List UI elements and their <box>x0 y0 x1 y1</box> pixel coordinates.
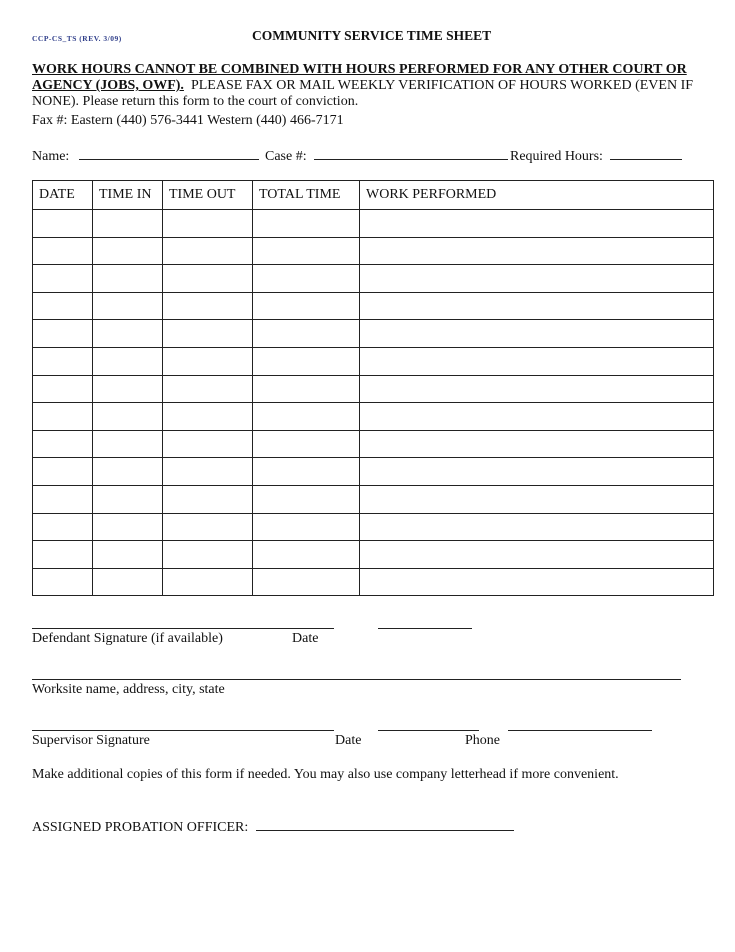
cell-total-time[interactable] <box>253 568 360 596</box>
cell-work-performed[interactable] <box>360 485 714 513</box>
form-id: CCP-CS_TS (REV. 3/09) <box>32 34 122 43</box>
cell-total-time[interactable] <box>253 320 360 348</box>
warning-text: WORK HOURS CANNOT BE COMBINED WITH HOURS PERFORMED FOR ANY OTHER COURT OR AGENCY (JOBS, OWF). <box>32 62 687 93</box>
col-header-time-in: TIME IN <box>93 181 163 210</box>
cell-date[interactable] <box>33 458 93 486</box>
defendant-signature-label: Defendant Signature (if available) <box>32 631 223 646</box>
cell-work-performed[interactable] <box>360 320 714 348</box>
table-row <box>33 265 714 293</box>
cell-work-performed[interactable] <box>360 210 714 238</box>
name-field <box>32 147 259 165</box>
cell-total-time[interactable] <box>253 237 360 265</box>
name-input[interactable] <box>79 147 259 160</box>
cell-work-performed[interactable] <box>360 347 714 375</box>
cell-work-performed[interactable] <box>360 375 714 403</box>
cell-total-time[interactable] <box>253 541 360 569</box>
table-row <box>33 320 714 348</box>
table-row <box>33 458 714 486</box>
cell-time-in[interactable] <box>93 568 163 596</box>
cell-date[interactable] <box>33 265 93 293</box>
cell-total-time[interactable] <box>253 210 360 238</box>
cell-time-out[interactable] <box>163 513 253 541</box>
cell-time-out[interactable] <box>163 265 253 293</box>
time-log-table <box>32 180 714 596</box>
cell-date[interactable] <box>33 237 93 265</box>
table-body <box>33 210 714 596</box>
cell-work-performed[interactable] <box>360 568 714 596</box>
table-row <box>33 485 714 513</box>
supervisor-date-line[interactable] <box>378 730 479 731</box>
supervisor-signature-label: Supervisor Signature <box>32 733 150 748</box>
cell-date[interactable] <box>33 292 93 320</box>
col-header-total-time: TOTAL TIME <box>253 181 360 210</box>
cell-time-in[interactable] <box>93 265 163 293</box>
cell-time-out[interactable] <box>163 292 253 320</box>
cell-total-time[interactable] <box>253 513 360 541</box>
table-row <box>33 568 714 596</box>
table-row <box>33 403 714 431</box>
cell-date[interactable] <box>33 210 93 238</box>
cell-time-out[interactable] <box>163 320 253 348</box>
cell-work-performed[interactable] <box>360 513 714 541</box>
cell-date[interactable] <box>33 430 93 458</box>
defendant-signature-line[interactable] <box>32 628 334 629</box>
cell-total-time[interactable] <box>253 458 360 486</box>
cell-time-out[interactable] <box>163 568 253 596</box>
cell-work-performed[interactable] <box>360 541 714 569</box>
cell-time-in[interactable] <box>93 485 163 513</box>
cell-total-time[interactable] <box>253 430 360 458</box>
cell-date[interactable] <box>33 403 93 431</box>
cell-time-in[interactable] <box>93 320 163 348</box>
cell-time-in[interactable] <box>93 292 163 320</box>
table-row <box>33 210 714 238</box>
fax-line: Fax #: Eastern (440) 576-3441 Western (440) 466-7171 <box>32 113 344 128</box>
table-row <box>33 347 714 375</box>
cell-time-in[interactable] <box>93 347 163 375</box>
cell-date[interactable] <box>33 375 93 403</box>
defendant-date-label: Date <box>292 631 319 646</box>
table-header-row <box>33 181 714 210</box>
supervisor-phone-label: Phone <box>465 733 500 748</box>
cell-time-out[interactable] <box>163 430 253 458</box>
cell-work-performed[interactable] <box>360 237 714 265</box>
cell-total-time[interactable] <box>253 265 360 293</box>
case-field <box>265 147 508 165</box>
page-title: COMMUNITY SERVICE TIME SHEET <box>252 28 492 43</box>
table-row <box>33 292 714 320</box>
instructions <box>32 62 722 110</box>
cell-date[interactable] <box>33 568 93 596</box>
cell-time-out[interactable] <box>163 403 253 431</box>
defendant-date-line[interactable] <box>378 628 472 629</box>
required-hours-input[interactable] <box>610 147 682 160</box>
name-label: Name: <box>32 149 70 164</box>
cell-work-performed[interactable] <box>360 403 714 431</box>
cell-date[interactable] <box>33 541 93 569</box>
cell-work-performed[interactable] <box>360 265 714 293</box>
cell-time-out[interactable] <box>163 541 253 569</box>
table-row <box>33 430 714 458</box>
cell-time-out[interactable] <box>163 485 253 513</box>
instructions-text: PLEASE FAX OR MAIL WEEKLY VERIFICATION OF HOURS WORKED (EVEN IF NONE). Please return this form to the court of conviction. <box>32 78 694 109</box>
col-header-time-out: TIME OUT <box>163 181 253 210</box>
case-label: Case #: <box>265 149 307 164</box>
cell-time-out[interactable] <box>163 347 253 375</box>
cell-date[interactable] <box>33 320 93 348</box>
cell-work-performed[interactable] <box>360 430 714 458</box>
table-row <box>33 237 714 265</box>
cell-total-time[interactable] <box>253 292 360 320</box>
cell-total-time[interactable] <box>253 375 360 403</box>
supervisor-phone-line[interactable] <box>508 730 652 731</box>
cell-time-in[interactable] <box>93 458 163 486</box>
cell-time-in[interactable] <box>93 430 163 458</box>
case-input[interactable] <box>314 147 508 160</box>
cell-time-in[interactable] <box>93 210 163 238</box>
cell-time-out[interactable] <box>163 375 253 403</box>
cell-total-time[interactable] <box>253 347 360 375</box>
cell-time-in[interactable] <box>93 513 163 541</box>
copies-note: Make additional copies of this form if needed. You may also use company letterhead if more convenient. <box>32 767 619 782</box>
worksite-label: Worksite name, address, city, state <box>32 682 225 697</box>
table-row <box>33 513 714 541</box>
cell-time-in[interactable] <box>93 375 163 403</box>
cell-work-performed[interactable] <box>360 292 714 320</box>
officer-field <box>32 818 514 836</box>
supervisor-signature-line[interactable] <box>32 730 334 731</box>
worksite-line[interactable] <box>32 679 681 680</box>
cell-time-out[interactable] <box>163 458 253 486</box>
officer-label: ASSIGNED PROBATION OFFICER: <box>32 820 249 835</box>
cell-date[interactable] <box>33 485 93 513</box>
cell-time-out[interactable] <box>163 210 253 238</box>
col-header-work-performed: WORK PERFORMED <box>360 181 714 210</box>
cell-date[interactable] <box>33 347 93 375</box>
cell-total-time[interactable] <box>253 403 360 431</box>
table-row <box>33 541 714 569</box>
cell-time-out[interactable] <box>163 237 253 265</box>
table-row <box>33 375 714 403</box>
cell-time-in[interactable] <box>93 237 163 265</box>
required-hours-label: Required Hours: <box>510 149 603 164</box>
officer-input[interactable] <box>256 818 514 831</box>
col-header-date: DATE <box>33 181 93 210</box>
cell-date[interactable] <box>33 513 93 541</box>
cell-time-in[interactable] <box>93 403 163 431</box>
supervisor-date-label: Date <box>335 733 362 748</box>
cell-total-time[interactable] <box>253 485 360 513</box>
required-hours-field <box>510 147 682 165</box>
cell-time-in[interactable] <box>93 541 163 569</box>
cell-work-performed[interactable] <box>360 458 714 486</box>
